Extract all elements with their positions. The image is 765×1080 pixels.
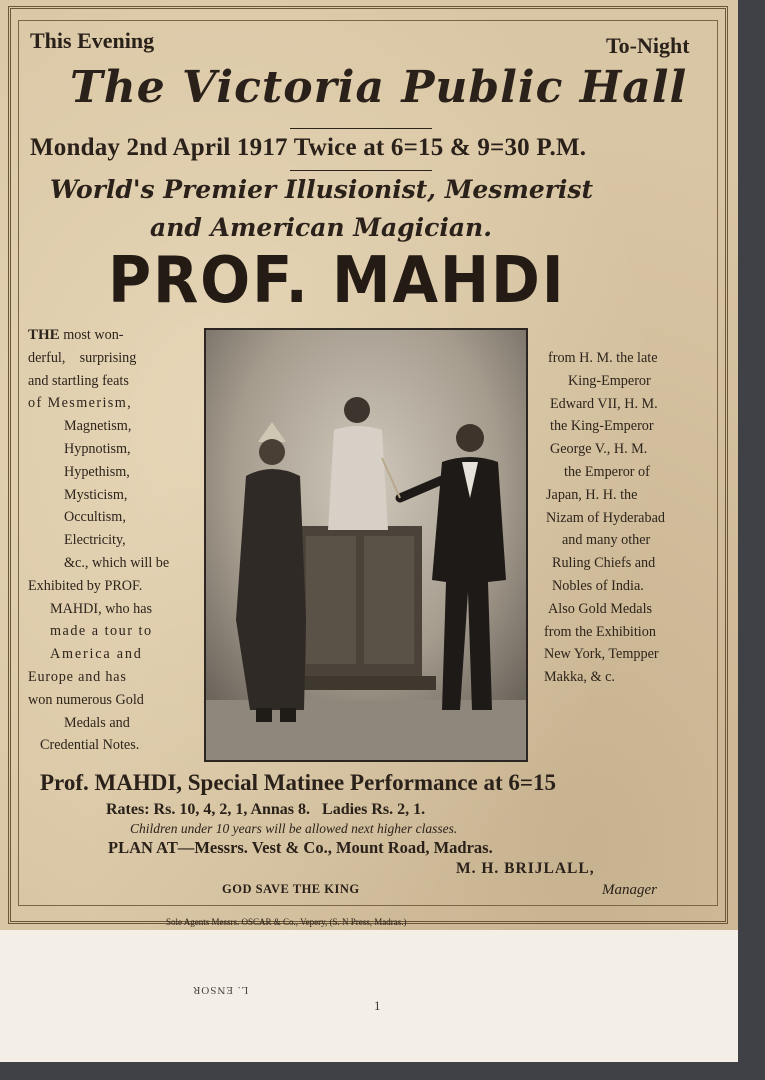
left-man-foot-right: [280, 708, 296, 722]
left-column-line-6: Hypethism,: [64, 463, 130, 480]
right-column-line-11: Also Gold Medals: [548, 600, 653, 617]
left-column-line-2: and startling feats: [28, 372, 129, 389]
left-column-line-11: Exhibited by PROF.: [28, 577, 143, 594]
date-rule-bottom: [290, 170, 432, 171]
right-column-line-4: George V., H. M.: [550, 441, 648, 458]
manager-name: M. H. BRIJLALL,: [456, 860, 595, 877]
woman-head: [344, 397, 370, 423]
right-column-line-10: Nobles of India.: [552, 577, 644, 594]
right-column-line-8: and many other: [562, 532, 651, 549]
right-column-line-3: the King-Emperor: [550, 418, 654, 435]
left-column-line-3: of Mesmerism,: [28, 395, 133, 412]
margin-mark: 1: [374, 998, 381, 1013]
left-column-line-0-text: most won-: [59, 327, 124, 343]
date-rule-top: [290, 128, 432, 129]
tonight-tag: To-Night: [606, 33, 690, 58]
right-column-line-9: Ruling Chiefs and: [552, 555, 656, 572]
performers-photograph: [204, 328, 528, 762]
left-column-line-5: Hypnotism,: [64, 440, 131, 457]
right-column-line-0: from H. M. the late: [548, 350, 658, 366]
left-column-line-15: Europe and has: [28, 668, 127, 685]
cabinet-panel-right: [364, 536, 414, 664]
left-column-lead: THE: [28, 327, 60, 343]
left-column-line-8: Occultism,: [64, 509, 126, 526]
right-column-line-5: the Emperor of: [564, 463, 650, 480]
right-column-line-6: Japan, H. H. the: [546, 486, 638, 503]
left-man-head: [259, 439, 285, 465]
date-line: Monday 2nd April 1917 Twice at 6=15 & 9=30 P.M.: [30, 134, 587, 161]
left-column-line-17: Medals and: [64, 714, 130, 731]
sole-agents-line: Sole Agents Messrs. OSCAR & Co., Vepery, (S. N Press, Madras.): [166, 917, 407, 927]
right-column-line-7: Nizam of Hyderabad: [546, 509, 665, 526]
left-column-line-4: Magnetism,: [64, 418, 132, 435]
left-column: [28, 324, 184, 757]
left-column-line-18: Credential Notes.: [40, 737, 140, 754]
tagline-2: and American Magician.: [150, 213, 492, 242]
manager-title: Manager: [602, 882, 657, 898]
god-save-the-king: GOD SAVE THE KING: [222, 882, 360, 896]
left-column-line-7: Mysticism,: [64, 486, 128, 503]
photo-illustration: [206, 330, 526, 760]
rates-line: Rates: Rs. 10, 4, 2, 1, Annas 8. Ladies Rs. 2, 1.: [106, 801, 426, 818]
right-man-head: [456, 424, 484, 452]
left-column-line-16: won numerous Gold: [28, 691, 144, 708]
left-column-line-9: Electricity,: [64, 532, 126, 549]
right-column-line-2: Edward VII, H. M.: [550, 395, 658, 412]
plan-at-line: PLAN AT—Messrs. Vest & Co., Mount Road, Madras.: [108, 838, 493, 857]
cabinet-base: [286, 676, 436, 690]
blank-margin: [0, 930, 738, 1062]
left-column-line-0: [28, 324, 184, 347]
right-column-line-1: King-Emperor: [568, 372, 651, 389]
right-column: [536, 347, 712, 689]
right-column-line-12: from the Exhibition: [544, 623, 656, 640]
matinee-line: Prof. MAHDI, Special Matinee Performance at 6=15: [40, 770, 556, 795]
left-column-line-10: &c., which will be: [64, 554, 170, 571]
tagline-1: World's Premier Illusionist, Mesmerist: [50, 175, 594, 204]
right-column-line-13: New York, Tempper: [544, 646, 659, 663]
left-column-line-13: made a tour to: [50, 623, 153, 640]
cabinet-panel-left: [306, 536, 356, 664]
left-column-line-12: MAHDI, who has: [50, 600, 153, 617]
right-column-line-14: Makka, & c.: [544, 669, 615, 686]
venue-title: The Victoria Public Hall: [70, 62, 688, 113]
reversed-stamp: L. ENSOR: [192, 984, 249, 996]
children-note: Children under 10 years will be allowed next higher classes.: [130, 821, 458, 836]
performer-name: PROF. MAHDI: [108, 244, 566, 318]
woman-dress: [328, 426, 388, 530]
this-evening-tag: This Evening: [30, 28, 155, 53]
left-column-line-14: America and: [50, 646, 143, 663]
left-man-robe: [236, 469, 306, 710]
left-man-foot-left: [256, 708, 272, 722]
left-column-line-1: derful, surprising: [28, 349, 137, 366]
